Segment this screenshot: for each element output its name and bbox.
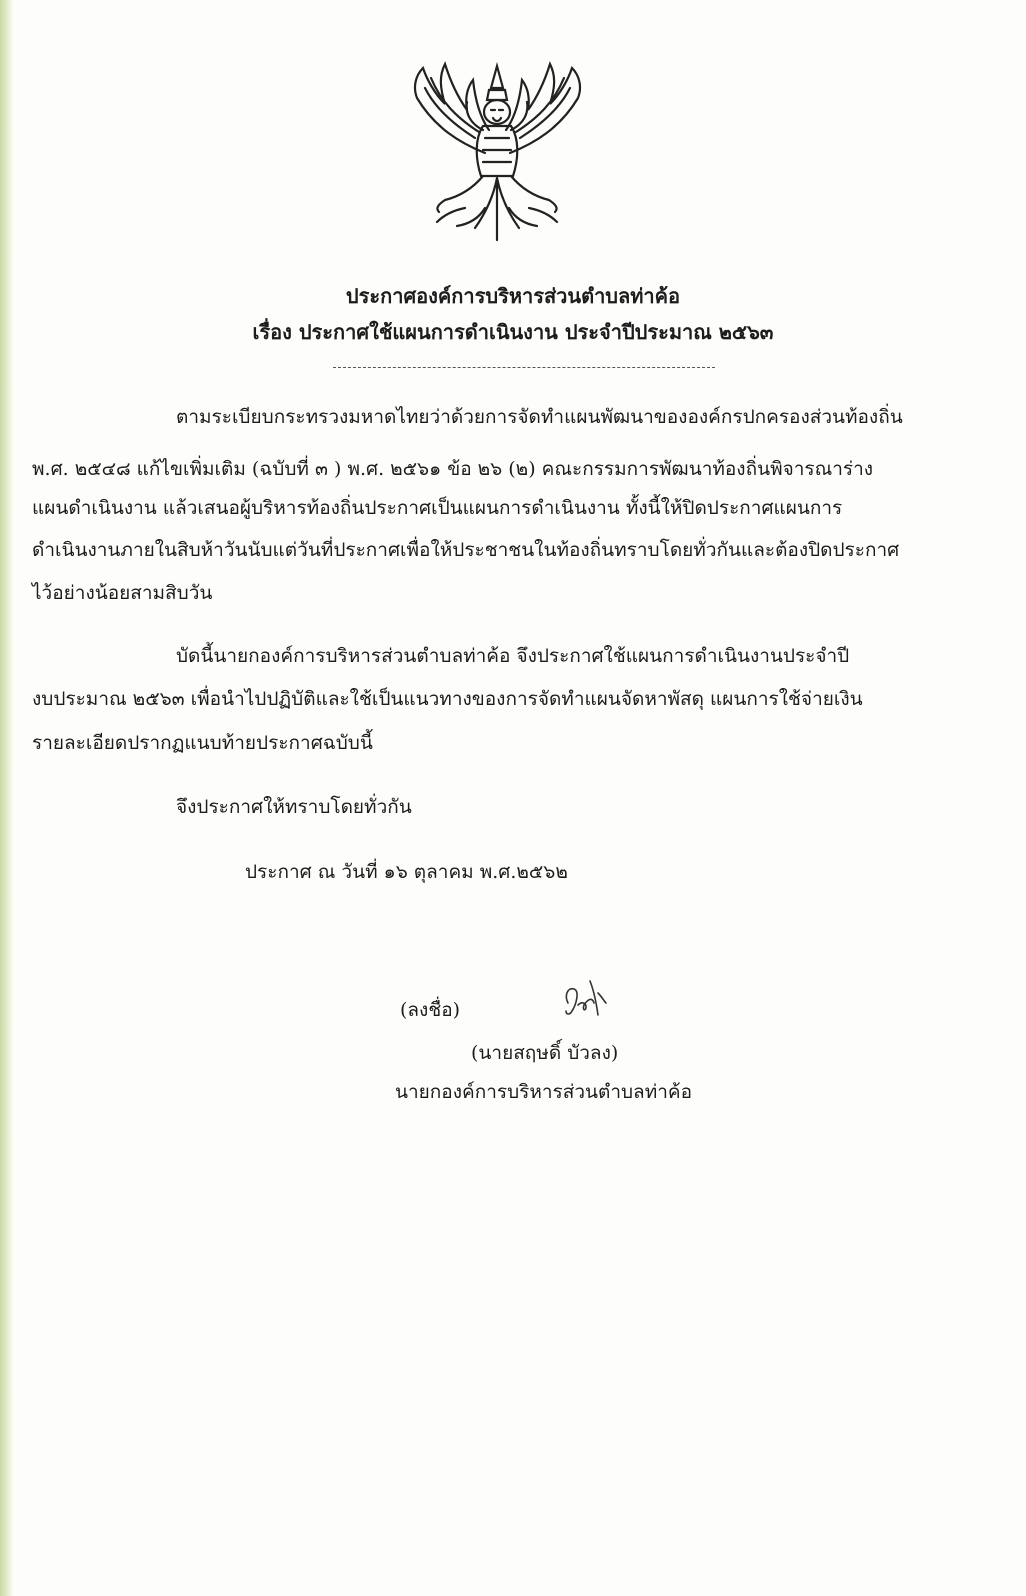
signer-name: (นายสฤษดิ์ บัวลง): [471, 1042, 619, 1064]
para1-line4: ดำเนินงานภายในสิบห้าวันนับแต่วันที่ประกาศเพื่อให้ประชาชนในท้องถิ่นทราบโดยทั่วกันและต้องปิดประกาศ: [32, 539, 900, 561]
signer-position: นายกองค์การบริหารส่วนตำบลท่าค้อ: [395, 1081, 693, 1103]
para2-line1: บัดนี้นายกองค์การบริหารส่วนตำบลท่าค้อ จึงประกาศใช้แผนการดำเนินงานประจำปี: [176, 645, 850, 667]
announcement-title: ประกาศองค์การบริหารส่วนตำบลท่าค้อ: [345, 284, 681, 308]
para1-line5: ไว้อย่างน้อยสามสิบวัน: [32, 582, 213, 604]
page-edge-shadow: [0, 0, 14, 1596]
para3-line: จึงประกาศให้ทราบโดยทั่วกัน: [176, 796, 412, 818]
para2-line2: งบประมาณ ๒๕๖๓ เพื่อนำไปปฏิบัติและใช้เป็นแนวทางของการจัดทำแผนจัดหาพัสดุ แผนการใช้จ่ายเงิน: [32, 688, 863, 710]
para1-line2: พ.ศ. ๒๕๔๘ แก้ไขเพิ่มเติม (ฉบับที่ ๓ ) พ.ศ. ๒๕๖๑ ข้อ ๒๖ (๒) คณะกรรมการพัฒนาท้องถิ่นพิจารณาร่าง: [32, 458, 874, 480]
para1-line3: แผนดำเนินงาน แล้วเสนอผู้บริหารท้องถิ่นประกาศเป็นแผนการดำเนินงาน ทั้งนี้ให้ปิดประกาศแผนการ: [32, 497, 843, 519]
sign-label: (ลงชื่อ): [400, 999, 461, 1021]
para1-line1: ตามระเบียบกระทรวงมหาดไทยว่าด้วยการจัดทำแผนพัฒนาขององค์กรปกครองส่วนท้องถิ่น: [176, 406, 903, 428]
para2-line3: รายละเอียดปรากฏแนบท้ายประกาศฉบับนี้: [32, 732, 373, 754]
handwritten-signature: [560, 975, 620, 1025]
title-divider: [333, 367, 715, 368]
date-line: ประกาศ ณ วันที่ ๑๖ ตุลาคม พ.ศ.๒๕๖๒: [245, 861, 568, 883]
garuda-emblem-icon: [405, 58, 590, 248]
announcement-subject: เรื่อง ประกาศใช้แผนการดำเนินงาน ประจำปีประมาณ ๒๕๖๓: [252, 320, 774, 344]
